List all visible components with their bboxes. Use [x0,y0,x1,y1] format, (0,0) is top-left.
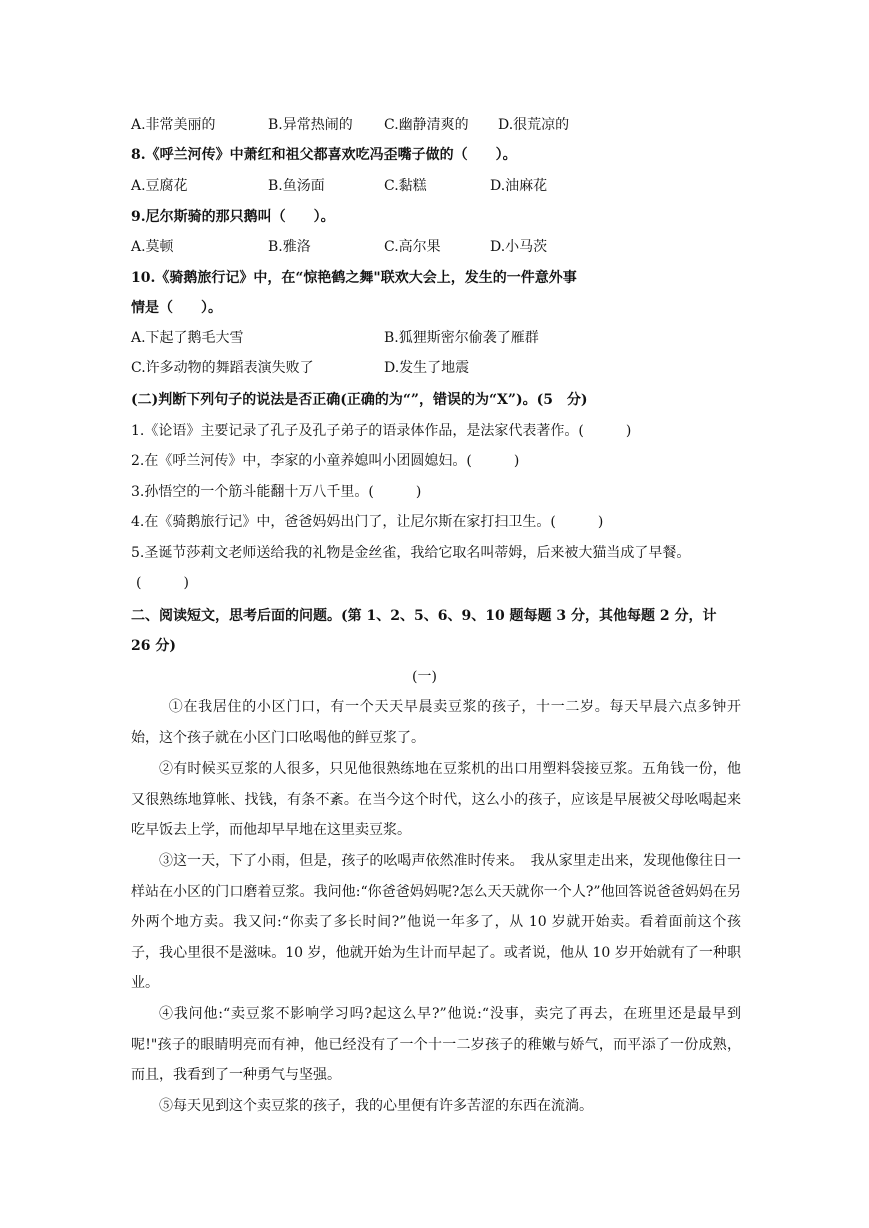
q7-option-b: B.异常热闹的 [268,117,353,133]
judge-item-4: 4.在《骑鹅旅行记》中，爸爸妈妈出门了，让尼尔斯在家打扫卫生。( ) [131,514,604,530]
q9-option-c: C.高尔果 [384,239,441,255]
q10-stem-line1: 10.《骑鹅旅行记》中，在“惊艳鹤之舞"联欢大会上，发生的一件意外事 [131,270,577,286]
reading-section-title-line1: 二、阅读短文，思考后面的问题。(第 1、2、5、6、9、10 题每题 3 分，其他每题 2 分，计 [131,608,717,624]
reading-section-title-line2: 26 分) [131,638,176,654]
judge-item-1: 1.《论语》主要记录了孔子及孔子弟子的语录体作品，是法家代表著作。( ) [131,423,632,439]
reading-paragraph-1: ①在我居住的小区门口，有一个天天早晨卖豆浆的孩子，十一二岁。每天早晨六点多钟开始，这个孩子就在小区门口吆喝他的鲜豆浆了。 [131,699,741,746]
judge-section-title: (二)判断下列句子的说法是否正确(正确的为“”，错误的为“X”)。(5 分) [131,392,588,408]
q7-option-c: C.幽静清爽的 [384,117,469,133]
q8-option-b: B.鱼汤面 [268,178,325,194]
judge-item-2: 2.在《呼兰河传》中，李家的小童养媳叫小团圆媳妇。( ) [131,453,520,469]
reading-paragraph-4: ④我问他:“卖豆浆不影响学习吗?起这么早?”他说:“没事，卖完了再去，在班里还是最早到呢!"孩子的眼睛明亮而有神，他已经没有了一个十一二岁孩子的稚嫩与娇气，而平添了一份成熟，而且，我看到了一种勇气与坚强。 [131,1006,741,1083]
q9-option-a: A.莫顿 [131,239,174,255]
reading-paragraph-2: ②有时候买豆浆的人很多，只见他很熟练地在豆浆机的出口用塑料袋接豆浆。五角钱一份，他又很熟练地算帐、找钱，有条不紊。在当今这个时代，这么小的孩子，应该是早展被父母吆喝起来吃早饭去上学，而他却早早地在这里卖豆浆。 [131,761,741,838]
q9-option-b: B.雅洛 [268,239,311,255]
q7-option-d: D.很荒凉的 [498,117,570,133]
reading-paragraph-3: ③这一天，下了小雨，但是，孩子的吆喝声依然准时传来。 我从家里走出来，发现他像往日一样站在小区的门口磨着豆浆。我问他:“你爸爸妈妈呢?怎么天天就你一个人?”他回答说爸爸妈妈在另外两个地方卖。我又问:“你卖了多长时间?”他说一年多了，从 10 岁就开始卖。看着面前这个孩子，我心里很不是滋味。10 岁，他就开始为生计而早起了。或者说，他从 10 岁开始就有了一种职业。 [131,853,741,991]
q7-option-a: A.非常美丽的 [131,117,216,133]
reading-subtitle: (一) [412,669,437,685]
q8-option-d: D.油麻花 [490,178,548,194]
q8-option-a: A.豆腐花 [131,178,188,194]
q10-stem-line2: 情是（ ）。 [131,300,222,316]
judge-item-5: 5.圣诞节莎莉文老师送给我的礼物是金丝雀，我给它取名叫蒂姆，后来被大猫当成了早餐。 [131,545,691,561]
judge-item-5-answer-blank: ( ) [136,575,189,591]
q8-stem: 8.《呼兰河传》中萧红和祖父都喜欢吃冯歪嘴子做的（ ）。 [131,147,517,163]
q10-option-d: D.发生了地震 [384,360,470,376]
reading-paragraph-5: ⑤每天见到这个卖豆浆的孩子，我的心里便有许多苦涩的东西在流淌。 [159,1098,593,1114]
q9-option-d: D.小马茨 [490,239,548,255]
q10-option-c: C.许多动物的舞蹈表演失败了 [131,360,314,376]
q9-stem: 9.尼尔斯骑的那只鹅叫（ ）。 [131,209,335,225]
judge-item-3: 3.孙悟空的一个筋斗能翻十万八千里。( ) [131,484,422,500]
q8-option-c: C.黏糕 [384,178,427,194]
q10-option-a: A.下起了鹅毛大雪 [131,330,244,346]
q10-option-b: B.狐狸斯密尔偷袭了雁群 [384,330,539,346]
